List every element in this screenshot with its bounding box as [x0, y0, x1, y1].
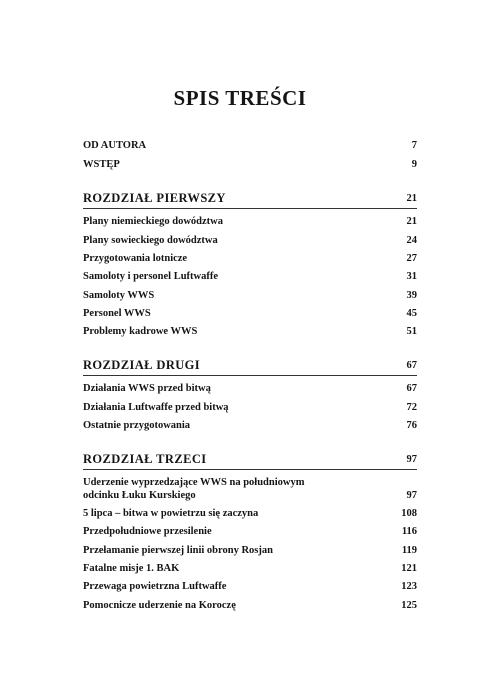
- toc-entry-label: Samoloty i personel Luftwaffe: [83, 271, 219, 282]
- chapter-page: 21: [406, 193, 417, 204]
- toc-entry-page: 24: [406, 235, 417, 246]
- toc-entry-label: Personel WWS: [83, 308, 151, 319]
- toc-entry-page: 121: [401, 563, 417, 574]
- toc-entry-label: Przełamanie pierwszej linii obrony Rosjan: [83, 545, 273, 556]
- toc-entry-page: 108: [401, 508, 417, 519]
- toc-entry-label: Problemy kadrowe WWS: [83, 326, 198, 337]
- toc-entry-page: 7: [411, 140, 417, 151]
- toc-entry-page: 76: [406, 420, 417, 431]
- toc-entry-page: 116: [401, 526, 417, 537]
- page-title: SPIS TREŚCI: [173, 86, 307, 110]
- toc-entry-label: Ostatnie przygotowania: [83, 420, 191, 431]
- toc-entry-label-continued: odcinku Łuku Kurskiego: [83, 490, 196, 501]
- chapter-page: 67: [406, 360, 417, 371]
- chapter-divider: [83, 375, 417, 376]
- toc-entry-page: 45: [406, 308, 417, 319]
- toc-entry-label: Fatalne misje 1. BAK: [83, 563, 180, 574]
- toc-entry-label: WSTĘP: [83, 159, 120, 170]
- chapter-divider: [83, 469, 417, 470]
- chapter-page: 97: [406, 454, 417, 465]
- toc-entry-label: Pomocnicze uderzenie na Koroczę: [83, 600, 236, 611]
- toc-entry-label: OD AUTORA: [83, 140, 147, 151]
- toc-entry-page: 97: [406, 490, 417, 501]
- toc-entry-page: 67: [406, 383, 417, 394]
- toc-entry-page: 21: [406, 216, 417, 227]
- toc-entry-page: 51: [406, 326, 417, 337]
- toc-entry-page: 39: [406, 290, 417, 301]
- toc-entry-page: 125: [401, 600, 417, 611]
- toc-entry-label: Plany niemieckiego dowództwa: [83, 216, 223, 227]
- toc-entry-page: 9: [411, 159, 417, 170]
- toc-entry-label: Działania WWS przed bitwą: [83, 383, 211, 394]
- toc-entry-label: Przedpołudniowe przesilenie: [83, 526, 212, 537]
- toc-entry-page: 119: [401, 545, 417, 556]
- chapter-title: ROZDZIAŁ TRZECI: [83, 452, 207, 466]
- toc-entry-label: Plany sowieckiego dowództwa: [83, 235, 218, 246]
- chapter-title: ROZDZIAŁ PIERWSZY: [83, 191, 226, 205]
- toc-entry-label: Przewaga powietrzna Luftwaffe: [83, 581, 227, 592]
- toc-entry-page: 72: [406, 402, 417, 413]
- toc-entry-label: Działania Luftwaffe przed bitwą: [83, 402, 229, 413]
- toc-entry-label: Samoloty WWS: [83, 290, 155, 301]
- toc-entry-label: Uderzenie wyprzedzające WWS na południowym: [83, 477, 305, 488]
- toc-entry-page: 27: [406, 253, 417, 264]
- toc-entry-page: 31: [406, 271, 417, 282]
- toc-entry-label: Przygotowania lotnicze: [83, 253, 188, 264]
- chapter-title: ROZDZIAŁ DRUGI: [83, 358, 201, 372]
- toc-entry-page: 123: [401, 581, 417, 592]
- toc-entry-label: 5 lipca – bitwa w powietrzu się zaczyna: [83, 508, 259, 519]
- chapter-divider: [83, 208, 417, 209]
